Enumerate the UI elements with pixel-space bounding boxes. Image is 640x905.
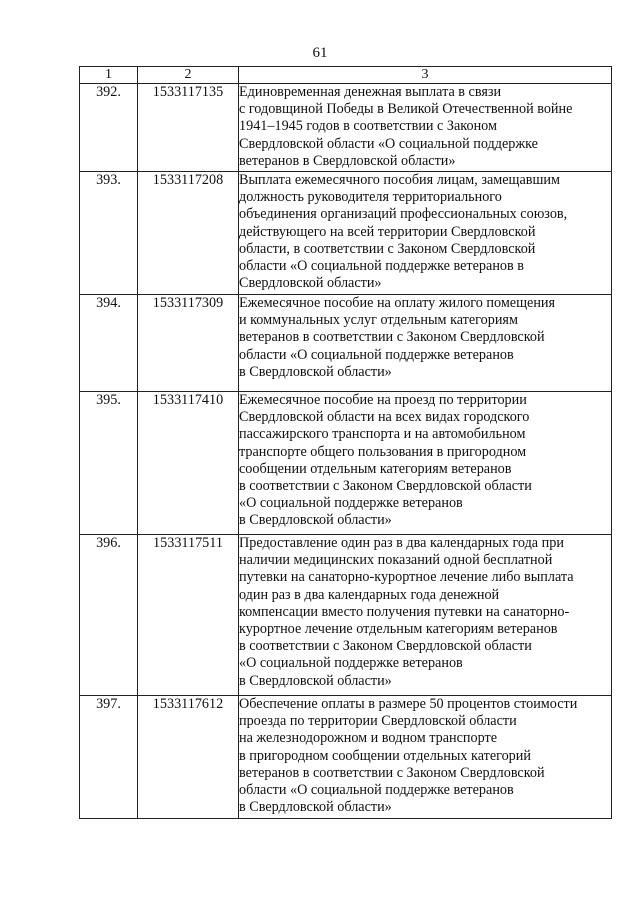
description-cell xyxy=(239,295,612,392)
table-row xyxy=(80,696,612,819)
description-line: компенсации вместо получения путевки на санаторно- xyxy=(239,603,570,620)
description-line: пассажирского транспорта и на автомобильном xyxy=(239,426,526,443)
table-row xyxy=(80,535,612,696)
budget-code-cell: 1533117410 xyxy=(138,392,239,535)
row-number-cell: 393. xyxy=(80,172,138,295)
page-number: 61 xyxy=(312,45,328,61)
description-line: проезда по территории Свердловской области xyxy=(239,713,517,730)
description-line: «О социальной поддержке ветеранов xyxy=(239,655,463,672)
description-line: Выплата ежемесячного пособия лицам, замещавшим xyxy=(239,172,560,188)
description-line: должность руководителя территориального xyxy=(239,189,502,206)
row-number-cell: 397. xyxy=(80,696,138,819)
row-number-cell: 395. xyxy=(80,392,138,535)
table-row xyxy=(80,392,612,535)
description-line: «О социальной поддержке ветеранов xyxy=(239,495,463,512)
budget-code-cell: 1533117309 xyxy=(138,295,239,392)
description-line: в соответствии с Законом Свердловской области xyxy=(239,638,532,655)
description-line: Единовременная денежная выплата в связи xyxy=(239,84,502,100)
description-line: области «О социальной поддержке ветеранов в xyxy=(239,258,524,275)
description-cell xyxy=(239,535,612,696)
description-line: Свердловской области» xyxy=(239,275,382,292)
description-line: области, в соответствии с Законом Свердловской xyxy=(239,240,536,257)
description-line: Свердловской области на всех видах городского xyxy=(239,409,530,426)
budget-code-cell: 1533117135 xyxy=(138,84,239,172)
description-line: ветеранов в соответствии с Законом Свердловской xyxy=(239,329,545,346)
description-line: и коммунальных услуг отдельным категориям xyxy=(239,312,518,329)
description-line: транспорте общего пользования в пригородном xyxy=(239,443,527,460)
description-line: в соответствии с Законом Свердловской области xyxy=(239,478,532,495)
description-line: в Свердловской области» xyxy=(239,363,392,380)
description-line: в пригородном сообщении отдельных категорий xyxy=(239,747,531,764)
table-body xyxy=(80,84,612,819)
budget-code-cell: 1533117511 xyxy=(138,535,239,696)
description-cell xyxy=(239,172,612,295)
row-number-cell: 396. xyxy=(80,535,138,696)
description-line: области «О социальной поддержке ветеранов xyxy=(239,346,514,363)
table-row xyxy=(80,172,612,295)
description-line: путевки на санаторно-курортное лечение либо выплата xyxy=(239,569,574,586)
column-header-code: 2 xyxy=(138,67,239,84)
description-line: Предоставление один раз в два календарных года при xyxy=(239,535,564,551)
description-line: с годовщиной Победы в Великой Отечественной войне xyxy=(239,101,573,118)
description-line: Ежемесячное пособие на проезд по территории xyxy=(239,392,527,408)
column-header-description: 3 xyxy=(239,67,612,84)
budget-code-cell: 1533117612 xyxy=(138,696,239,819)
description-line: в Свердловской области» xyxy=(239,512,392,529)
column-header-number: 1 xyxy=(80,67,138,84)
table-row xyxy=(80,84,612,172)
description-line: Обеспечение оплаты в размере 50 процентов стоимости xyxy=(239,696,578,712)
table-header-row xyxy=(80,67,612,84)
description-cell xyxy=(239,696,612,819)
row-number-cell: 394. xyxy=(80,295,138,392)
description-line: ветеранов в соответствии с Законом Свердловской xyxy=(239,764,545,781)
description-line: Свердловской области «О социальной поддержке xyxy=(239,135,538,152)
description-line: действующего на всей территории Свердловской xyxy=(239,223,536,240)
description-line: в Свердловской области» xyxy=(239,799,392,816)
description-line: курортное лечение отдельным категориям ветеранов xyxy=(239,621,558,638)
budget-code-cell: 1533117208 xyxy=(138,172,239,295)
description-line: ветеранов в Свердловской области» xyxy=(239,152,456,169)
table-row xyxy=(80,295,612,392)
description-line: один раз в два календарных года денежной xyxy=(239,586,500,603)
description-line: 1941–1945 годов в соответствии с Законом xyxy=(239,118,497,135)
description-line: сообщении отдельным категориям ветеранов xyxy=(239,460,512,477)
description-line: Ежемесячное пособие на оплату жилого помещения xyxy=(239,295,556,311)
description-line: наличии медицинских показаний одной бесплатной xyxy=(239,552,553,569)
registry-table xyxy=(79,66,612,819)
description-cell xyxy=(239,392,612,535)
description-line: в Свердловской области» xyxy=(239,672,392,689)
description-cell xyxy=(239,84,612,172)
row-number-cell: 392. xyxy=(80,84,138,172)
description-line: объединения организаций профессиональных союзов, xyxy=(239,206,568,223)
description-line: области «О социальной поддержке ветеранов xyxy=(239,782,514,799)
description-line: на железнодорожном и водном транспорте xyxy=(239,730,497,747)
